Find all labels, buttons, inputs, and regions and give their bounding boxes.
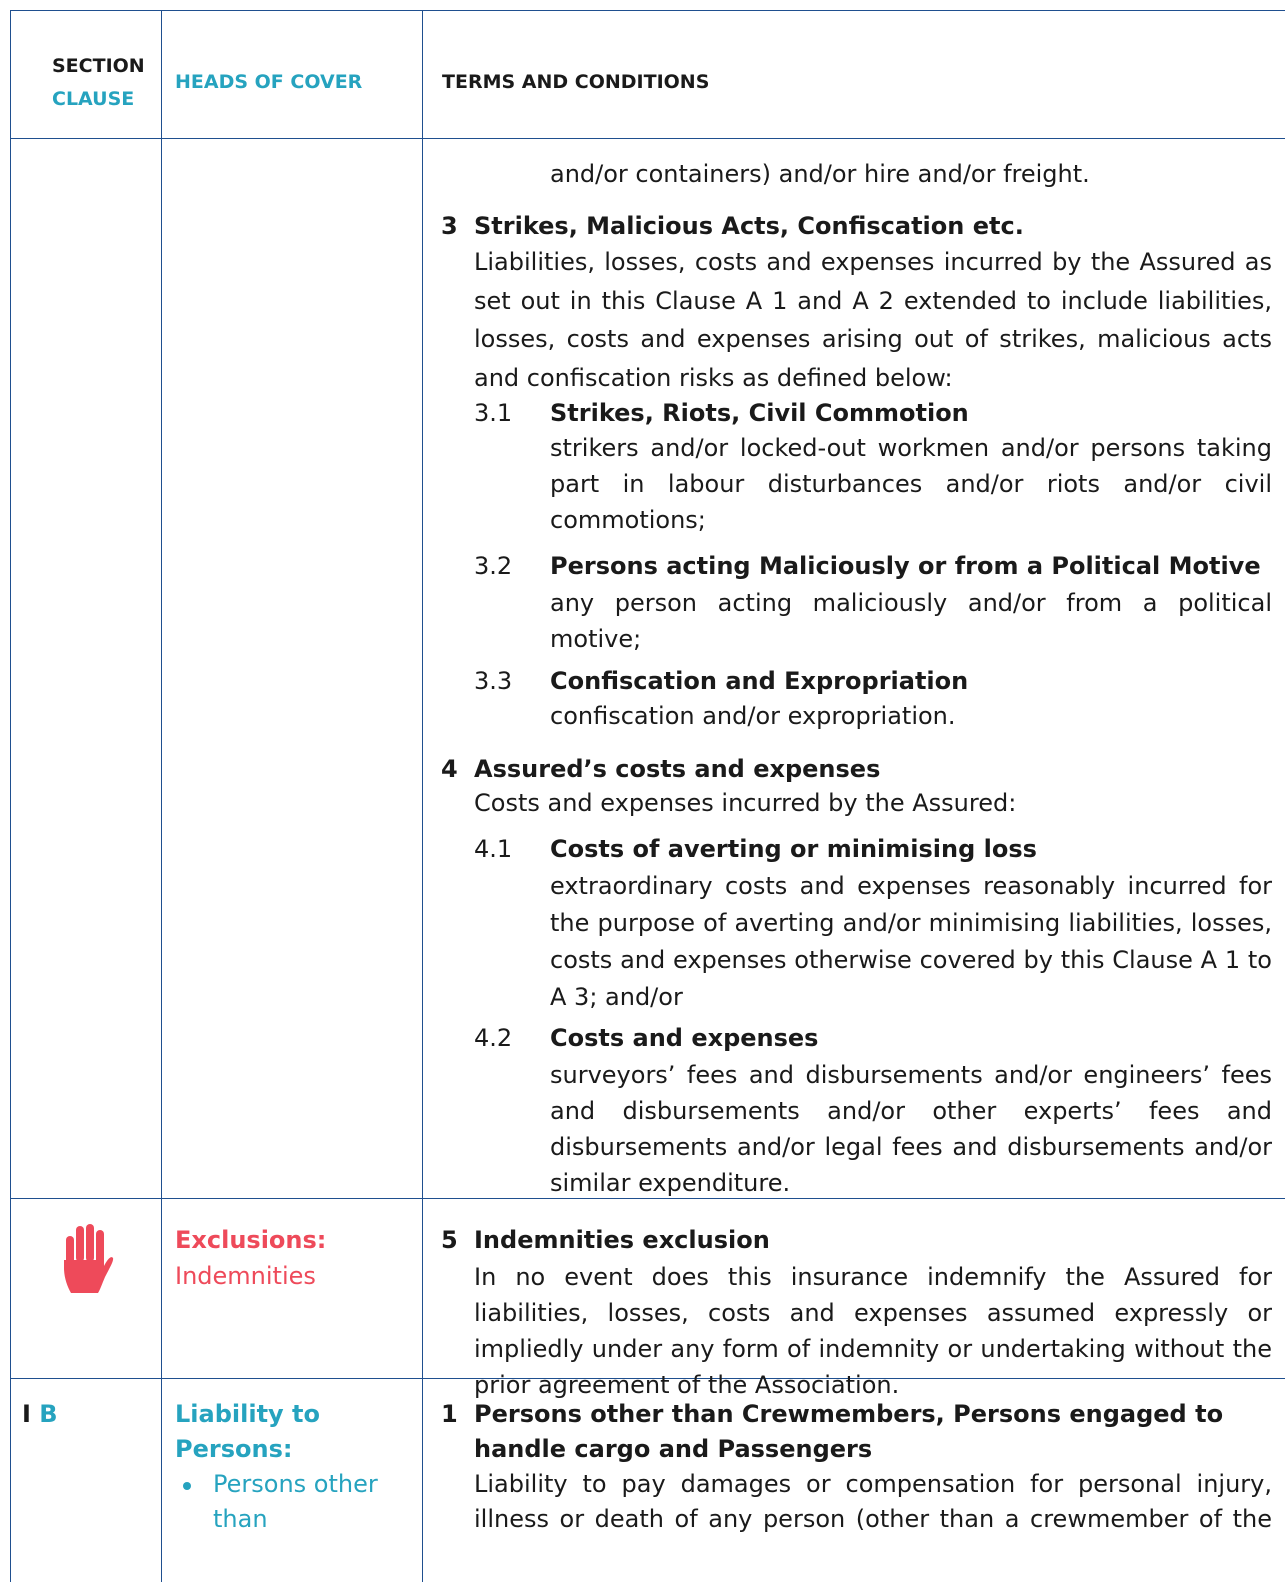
item3-title: Strikes, Malicious Acts, Confiscation etc. [474, 212, 1024, 240]
liability-title-2: Persons: [175, 1435, 293, 1463]
continuation-text: and/or containers) and/or hire and/or freight. [550, 160, 1090, 188]
column-divider-2 [422, 10, 423, 1582]
item4-1-number: 4.1 [474, 835, 513, 863]
section-roman: I [22, 1400, 31, 1428]
item3-1-title: Strikes, Riots, Civil Commotion [550, 399, 969, 427]
item3-2-body: any person acting maliciously and/or from a political motive; [550, 589, 1272, 653]
table-top-rule [10, 10, 1285, 11]
item3-3-title: Confiscation and Expropriation [550, 667, 969, 695]
item3-number: 3 [441, 212, 458, 240]
item1-body-1 [474, 1468, 1272, 1501]
item5-number: 5 [441, 1226, 458, 1254]
bullet-text-2: than [213, 1505, 268, 1533]
item1-body-2 [474, 1503, 1272, 1536]
item4-1-body: extraordinary costs and expenses reasonably incurred for the purpose of averting and/or minimising liabilities, losses, costs and expenses otherwise covered by this Clause A 1 to A 3; and/or [550, 872, 1272, 1011]
item1-title-2: handle cargo and Passengers [474, 1435, 873, 1463]
header-section [52, 50, 145, 116]
item4-2-number: 4.2 [474, 1024, 513, 1052]
item3-2-title: Persons acting Maliciously or from a Political Motive [550, 552, 1261, 580]
bullet-dot [183, 1482, 191, 1490]
exclusions-title: Exclusions: [175, 1226, 327, 1254]
item4-title: Assured’s costs and expenses [474, 755, 881, 783]
item3-3-body: confiscation and/or expropriation. [550, 702, 956, 730]
table-border-left [10, 10, 11, 1582]
header-clause-label: CLAUSE [52, 88, 135, 110]
item1-title-1: Persons other than Crewmembers, Persons engaged to [474, 1400, 1224, 1428]
exclusions-sub: Indemnities [175, 1262, 316, 1290]
item1-number: 1 [441, 1400, 458, 1428]
stop-hand-icon [55, 1222, 115, 1297]
item3-1-body: strikers and/or locked-out workmen and/or persons taking part in labour disturbances and/or riots and/or civil commotions; [550, 434, 1272, 534]
bullet-text-1: Persons other [213, 1470, 378, 1498]
item3-1-number: 3.1 [474, 399, 513, 427]
item4-1-title: Costs of averting or minimising loss [550, 835, 1037, 863]
header-bottom-rule [10, 138, 1285, 139]
item1-body-2-text: illness or death of any person (other than a crewmember of the [474, 1505, 1272, 1533]
item1-body-1-text: Liability to pay damages or compensation for personal injury, [474, 1470, 1272, 1498]
item3-2-number: 3.2 [474, 552, 513, 580]
section-clause-ib [22, 1398, 58, 1431]
item3-body: Liabilities, losses, costs and expenses incurred by the Assured as set out in this Clause A 1 and A 2 extended to include liabilities, losses, costs and expenses arising out of strikes, malicious acts and confiscation risks as defined below: [474, 248, 1272, 392]
header-terms-and-conditions: TERMS AND CONDITIONS [442, 71, 710, 93]
item4-number: 4 [441, 755, 458, 783]
section-letter: B [39, 1400, 58, 1428]
liability-title-1: Liability to [175, 1400, 321, 1428]
header-section-label: SECTION [52, 55, 145, 77]
item4-2-title: Costs and expenses [550, 1024, 819, 1052]
item5-body: In no event does this insurance indemnify the Assured for liabilities, losses, costs and expenses assumed expressly or impliedly under any form of indemnity or undertaking without the prior agreement of the Association. [474, 1263, 1272, 1399]
item4-body: Costs and expenses incurred by the Assured: [474, 789, 1017, 817]
column-divider-1 [161, 10, 162, 1582]
item5-title: Indemnities exclusion [474, 1226, 770, 1254]
item3-3-number: 3.3 [474, 667, 513, 695]
item4-2-body: surveyors’ fees and disbursements and/or engineers’ fees and disbursements and/or other experts’ fees and disbursements and/or legal fees and disbursements and/or similar expenditure. [550, 1061, 1272, 1197]
header-heads-of-cover: HEADS OF COVER [175, 71, 363, 93]
